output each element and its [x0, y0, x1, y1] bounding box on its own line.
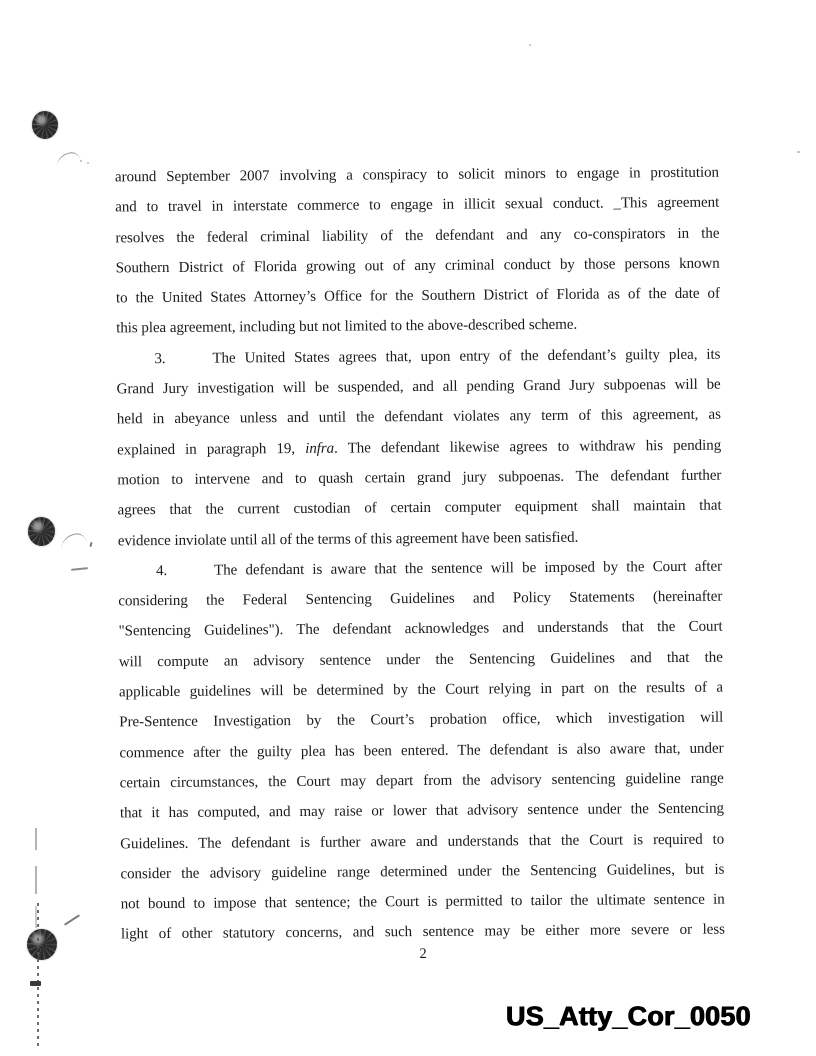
text-line — [119, 673, 723, 708]
text-line — [120, 764, 724, 799]
scan-vertical-dash — [35, 828, 37, 850]
text-segment: "Sentencing Guidelines"). The defendant acknowledges and understands that the Court — [118, 619, 723, 640]
text-line — [116, 309, 720, 344]
text-segment: resolves the federal criminal liability of the defendant and any co-conspirators in the — [115, 225, 720, 246]
text-line — [121, 885, 725, 920]
text-segment: commence after the guilty plea has been entered. The defendant is also aware that, under — [119, 740, 724, 762]
text-line — [119, 642, 723, 677]
text-line — [116, 339, 720, 374]
text-segment: will compute an advisory sentence under the Sentencing Guidelines and that the — [118, 649, 723, 671]
italic-text-segment: infra — [305, 440, 335, 457]
text-segment: this plea agreement, including but not limited to the above-described scheme. — [116, 317, 578, 337]
text-segment: consider the advisory guideline range determined under the Sentencing Guidelines, but is — [120, 861, 725, 883]
text-line — [118, 551, 722, 586]
text-segment: that it has computed, and may raise or lower that advisory sentence under the Sentencing — [119, 800, 725, 822]
hole-punch-middle — [28, 517, 55, 546]
text-segment: The defendant is aware that the sentence will be imposed by the Court after — [214, 558, 723, 579]
text-line — [117, 370, 721, 405]
bates-stamp: US_Atty_Cor_0050 — [506, 1001, 751, 1031]
text-line — [118, 521, 722, 556]
text-line — [120, 854, 724, 889]
text-segment: to the United States Attorney’s Office for the Southern District of Florida as of the date of — [115, 285, 720, 307]
text-segment: agrees that the current custodian of certain computer equipment shall maintain that — [117, 497, 722, 519]
text-segment: held in abeyance unless and until the defendant violates any term of this agreement, as — [116, 407, 721, 428]
paragraph-number: 4. — [156, 562, 168, 579]
scan-vertical-dash — [35, 906, 37, 928]
text-segment: The United States agrees that, upon entry of the defendant’s guilty plea, its — [212, 346, 721, 367]
text-line — [116, 249, 720, 284]
text-segment: explained in paragraph 19, — [117, 440, 306, 459]
text-line — [117, 491, 721, 526]
text-line — [118, 582, 722, 617]
text-line — [116, 279, 720, 314]
text-segment: considering the Federal Sentencing Guidelines and Policy Statements (hereinafter — [118, 588, 723, 610]
hole-punch-top — [32, 111, 58, 139]
hole-punch-bottom — [27, 929, 57, 960]
paragraph-number: 3. — [154, 350, 166, 367]
text-segment: not bound to impose that sentence; the Court is permitted to tailor the ultimate sentence in — [120, 891, 725, 913]
text-segment: and to travel in interstate commerce to engage in illicit sexual conduct. _This agreement — [115, 194, 720, 216]
document-body — [115, 158, 725, 950]
page-number: 2 — [419, 945, 427, 963]
text-segment: around September 2007 involving a conspiracy to solicit minors to engage in prostitution — [114, 164, 720, 186]
text-line — [120, 824, 724, 859]
scan-speck — [80, 160, 82, 162]
text-segment: evidence inviolate until all of the terms of this agreement have been satisfied. — [117, 529, 579, 549]
text-line — [117, 461, 721, 496]
text-line — [115, 188, 719, 223]
scan-dotted-line — [37, 903, 39, 1049]
text-segment: Southern District of Florida growing out of any criminal conduct by those persons known — [115, 255, 720, 277]
text-line — [119, 733, 723, 768]
text-segment: Guidelines. The defendant is further aware and understands that the Court is required to — [120, 831, 725, 852]
text-line — [115, 158, 719, 193]
text-line — [118, 612, 722, 647]
text-segment: light of other statutory concerns, and such sentence may be either more severe or less — [120, 922, 725, 943]
text-segment: Grand Jury investigation will be suspended, and all pending Grand Jury subpoenas will be — [116, 376, 721, 398]
text-segment: . The defendant likewise agrees to withdraw his pending — [334, 437, 722, 457]
text-segment: certain circumstances, the Court may depart from the advisory sentencing guideline range — [119, 770, 724, 792]
text-segment: applicable guidelines will be determined by the Court relying in part on the results of a — [118, 679, 724, 701]
text-line — [119, 703, 723, 738]
text-segment: Pre-Sentence Investigation by the Court’s probation office, which investigation will — [119, 709, 724, 731]
text-line — [117, 400, 721, 435]
scan-mark-rect — [30, 981, 41, 986]
text-line — [120, 794, 724, 829]
scan-speck — [87, 162, 89, 164]
text-line — [117, 430, 721, 465]
scan-speck — [529, 44, 531, 46]
scan-vertical-dash — [35, 866, 37, 894]
text-line — [115, 218, 719, 253]
text-segment: motion to intervene and to quash certain grand jury subpoenas. The defendant further — [117, 467, 722, 489]
scan-speck — [797, 151, 800, 153]
